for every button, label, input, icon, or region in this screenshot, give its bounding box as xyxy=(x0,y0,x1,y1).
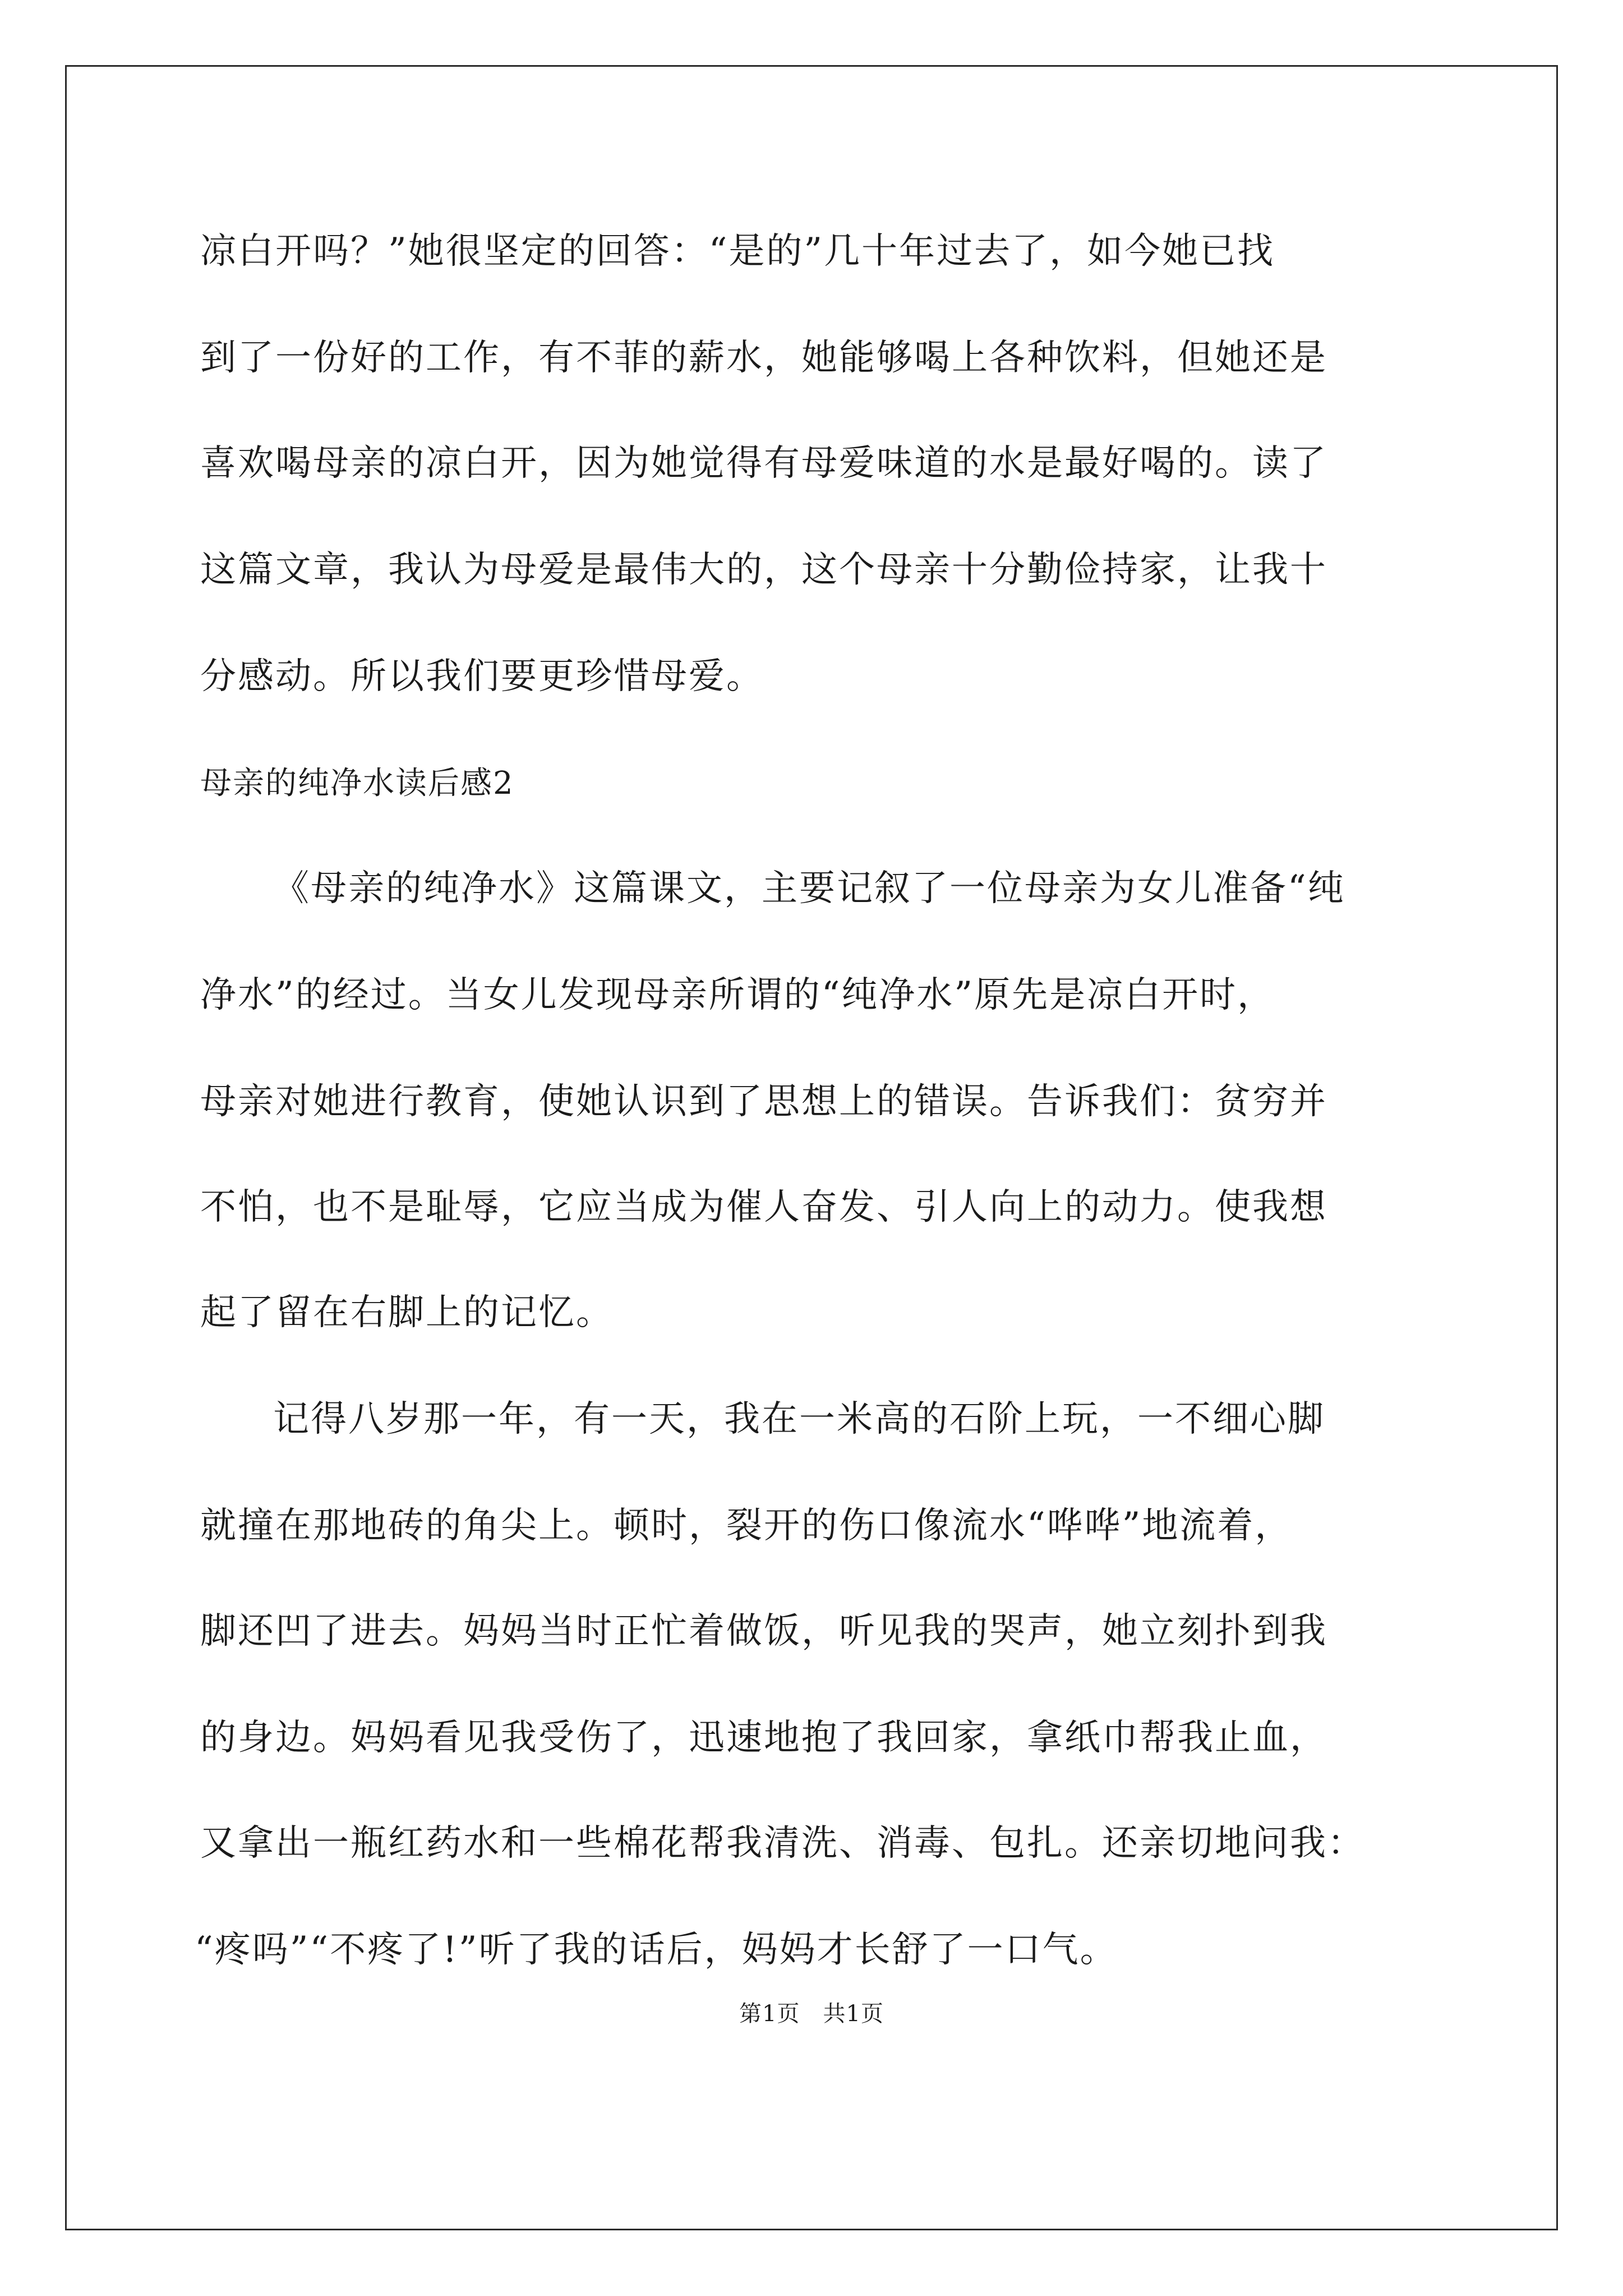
paragraph-line: 到了一份好的工作，有不菲的薪水，她能够喝上各种饮料，但她还是 xyxy=(200,337,1327,379)
paragraph-line: 喜欢喝母亲的凉白开，因为她觉得有母爱味道的水是最好喝的。读了 xyxy=(200,443,1327,484)
paragraph-line: 分感动。所以我们要更珍惜母爱。 xyxy=(200,656,764,697)
paragraph-line: 这篇文章，我认为母爱是最伟大的，这个母亲十分勤俭持家，让我十 xyxy=(200,549,1327,591)
paragraph-line: 净水”的经过。当女儿发现母亲所谓的“纯净水”原先是凉白开时， xyxy=(200,974,1275,1016)
paragraph-line: 凉白开吗？”她很坚定的回答：“是的”几十年过去了，如今她已找 xyxy=(200,231,1275,272)
paragraph-line: 就撞在那地砖的角尖上。顿时，裂开的伤口像流水“哗哗”地流着， xyxy=(200,1505,1293,1547)
page-number-footer: 第1页 共1页 xyxy=(739,2001,884,2027)
paragraph-line: 《母亲的纯净水》这篇课文，主要记叙了一位母亲为女儿准备“纯 xyxy=(273,868,1345,909)
paragraph-line: 不怕，也不是耻辱，它应当成为催人奋发、引人向上的动力。使我想 xyxy=(200,1186,1327,1228)
paragraph-line: 起了留在右脚上的记忆。 xyxy=(200,1292,614,1333)
paragraph-line: 的身边。妈妈看见我受伤了，迅速地抱了我回家，拿纸巾帮我止血， xyxy=(200,1717,1327,1759)
paragraph-line: “疼吗”“不疼了!”听了我的话后，妈妈才长舒了一口气。 xyxy=(195,1929,1118,1971)
paragraph-line: 记得八岁那一年，有一天，我在一米高的石阶上玩，一不细心脚 xyxy=(273,1398,1325,1440)
paragraph-line: 又拿出一瓶红药水和一些棉花帮我清洗、消毒、包扎。还亲切地问我： xyxy=(200,1823,1365,1864)
paragraph-line: 脚还凹了进去。妈妈当时正忙着做饭，听见我的哭声，她立刻扑到我 xyxy=(200,1611,1327,1652)
paragraph-line: 母亲对她进行教育，使她认识到了思想上的错误。告诉我们：贫穷并 xyxy=(200,1081,1327,1122)
page-frame xyxy=(65,65,1558,2230)
section-title: 母亲的纯净水读后感2 xyxy=(200,765,514,802)
